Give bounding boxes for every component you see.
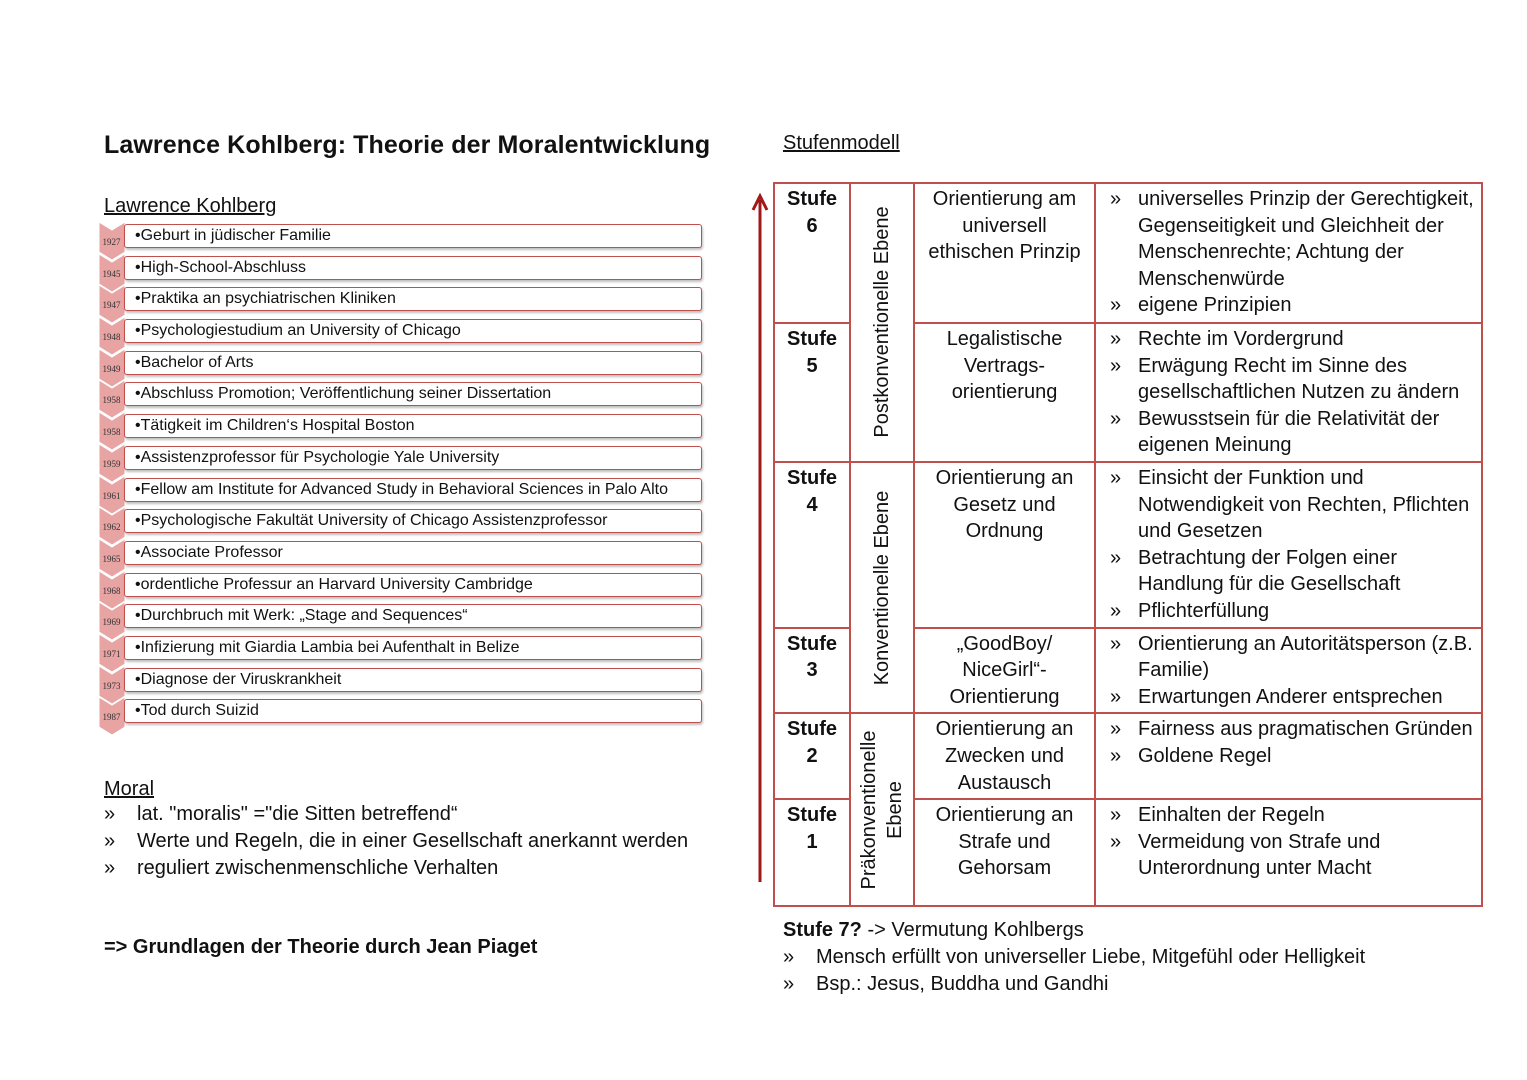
level-label-post: Postkonventionelle Ebene xyxy=(871,206,893,439)
timeline-entry xyxy=(99,254,703,286)
orientation-line: NiceGirl“- xyxy=(962,659,1047,682)
orientation-line: orientierung xyxy=(951,381,1058,404)
orientation-line: ethischen Prinzip xyxy=(928,241,1081,264)
level-label-konv: Konventionelle Ebene xyxy=(871,490,893,685)
timeline-year: 1958 xyxy=(102,395,121,406)
timeline-year: 1987 xyxy=(102,712,121,723)
timeline-entry xyxy=(99,602,703,634)
list-item xyxy=(1102,684,1475,711)
stage-number: 3 xyxy=(806,659,818,682)
stage-orientation xyxy=(914,799,1095,906)
level-konv xyxy=(850,462,914,713)
stage-number: 1 xyxy=(806,830,818,853)
stufe7-heading xyxy=(783,917,1365,944)
point-text: Bewusstsein für die Relativität der eigenen Meinung xyxy=(1138,407,1440,457)
stage-model-table xyxy=(773,182,1483,907)
bullet-marker: » xyxy=(1110,804,1122,827)
timeline-entry xyxy=(99,666,703,698)
timeline-year: 1948 xyxy=(102,332,121,343)
point-text: Goldene Regel xyxy=(1138,744,1272,767)
orientation-line: „GoodBoy/ xyxy=(956,632,1053,655)
stage-row-2 xyxy=(774,713,1482,799)
bullet-marker: » xyxy=(1110,744,1122,767)
bullet-marker: » xyxy=(1110,294,1122,317)
stage-word: Stufe xyxy=(787,188,837,210)
timeline-year: 1969 xyxy=(102,617,121,628)
conclusion-text: => Grundlagen der Theorie durch Jean Piaget xyxy=(104,936,538,958)
timeline-text: •Diagnose der Viruskrankheit xyxy=(124,668,702,692)
timeline-entry xyxy=(99,349,703,381)
bullet-marker: » xyxy=(783,973,795,995)
timeline-year: 1965 xyxy=(102,553,121,564)
bullet-marker: » xyxy=(1110,685,1122,708)
moral-item-text: lat. "moralis" ="die Sitten betreffend“ xyxy=(137,803,458,825)
orientation-line: Vertrags- xyxy=(963,354,1046,377)
timeline-text: •Assistenzprofessor für Psychologie Yale University xyxy=(124,446,702,470)
list-item xyxy=(1102,292,1475,319)
list-item xyxy=(1102,716,1475,743)
stage-word: Stufe xyxy=(787,328,837,350)
timeline-text: •Geburt in jüdischer Familie xyxy=(124,224,702,248)
orientation-line: Austausch xyxy=(957,771,1052,794)
timeline-text: •Tod durch Suizid xyxy=(124,699,702,723)
stufe7-heading-rest: -> Vermutung Kohlbergs xyxy=(861,919,1084,941)
timeline-entry xyxy=(99,697,703,729)
stage-word: Stufe xyxy=(787,632,837,655)
stage-description xyxy=(1095,713,1482,799)
model-heading: Stufenmodell xyxy=(783,132,900,154)
level-label-line: Ebene xyxy=(884,780,906,839)
timeline-year: 1947 xyxy=(102,300,121,311)
timeline-year: 1973 xyxy=(102,680,121,691)
stage-label xyxy=(774,713,850,799)
timeline-year: 1971 xyxy=(102,648,121,659)
list-item xyxy=(1102,465,1475,545)
stage-label xyxy=(774,628,850,714)
bullet-marker: » xyxy=(1110,466,1122,489)
stufe7-heading-bold: Stufe 7? xyxy=(783,919,862,941)
timeline-text: •Psychologische Fakultät University of Chicago Assistenzprofessor xyxy=(124,509,702,533)
bullet-marker: » xyxy=(104,857,116,879)
stage-word: Stufe xyxy=(787,466,837,489)
point-text: Einsicht der Funktion und Notwendigkeit von Rechten, Pflichten und Gesetzen xyxy=(1138,466,1470,543)
timeline-text: •Bachelor of Arts xyxy=(124,351,702,375)
stage-description xyxy=(1095,628,1482,714)
bullet-marker: » xyxy=(1110,354,1122,377)
stage-word: Stufe xyxy=(787,804,837,827)
timeline-year: 1961 xyxy=(102,490,121,501)
point-text: Pflichterfüllung xyxy=(1138,599,1270,622)
orientation-line: Legalistische xyxy=(946,328,1063,350)
timeline-text: •Psychologiestudium an University of Chicago xyxy=(124,319,702,343)
list-item xyxy=(1102,598,1475,625)
level-post xyxy=(850,183,914,462)
bullet-marker: » xyxy=(1110,328,1122,350)
orientation-line: Orientierung am xyxy=(932,188,1077,210)
orientation-line: Ordnung xyxy=(965,520,1044,543)
level-label-prae xyxy=(856,730,908,889)
timeline-entry xyxy=(99,285,703,317)
list-item xyxy=(1102,829,1475,882)
orientation-line: Gesetz und xyxy=(953,493,1056,516)
timeline-text: •Fellow am Institute for Advanced Study in Behavioral Sciences in Palo Alto xyxy=(124,478,702,502)
timeline-year: 1949 xyxy=(102,363,121,374)
stage-number: 5 xyxy=(806,354,818,377)
stage-label xyxy=(774,323,850,462)
up-arrow-icon xyxy=(750,192,770,882)
bullet-marker: » xyxy=(1110,407,1122,430)
stage-orientation xyxy=(914,713,1095,799)
moral-heading: Moral xyxy=(104,778,155,800)
stage-description xyxy=(1095,462,1482,628)
timeline-entry xyxy=(99,634,703,666)
orientation-line: Zwecken und xyxy=(945,744,1064,767)
biography-timeline xyxy=(99,222,703,729)
point-text: Fairness aus pragmatischen Gründen xyxy=(1138,718,1473,741)
list-item xyxy=(1102,743,1475,770)
stage-orientation xyxy=(914,183,1095,323)
point-text: Vermeidung von Strafe und Unterordnung unter Macht xyxy=(1138,830,1381,880)
list-item xyxy=(783,944,1365,971)
point-text: Orientierung an Autoritätsperson (z.B. Familie) xyxy=(1138,632,1473,682)
list-item xyxy=(104,828,688,855)
stage-row-4 xyxy=(774,462,1482,628)
bullet-marker: » xyxy=(1110,830,1122,853)
timeline-text: •High-School-Abschluss xyxy=(124,256,702,280)
timeline-text: •Infizierung mit Giardia Lambia bei Aufenthalt in Belize xyxy=(124,636,702,660)
timeline-text: •Abschluss Promotion; Veröffentlichung seiner Dissertation xyxy=(124,382,702,406)
orientation-line: Orientierung xyxy=(949,685,1060,708)
level-label-line: Präkonventionelle xyxy=(858,730,880,890)
timeline-entry xyxy=(99,444,703,476)
timeline-year: 1945 xyxy=(102,268,121,279)
bullet-marker: » xyxy=(1110,632,1122,655)
stage-orientation xyxy=(914,628,1095,714)
timeline-year: 1962 xyxy=(102,522,121,533)
timeline-entry xyxy=(99,476,703,508)
timeline-text: •Tätigkeit im Children‘s Hospital Boston xyxy=(124,414,702,438)
orientation-line: universell xyxy=(962,214,1047,237)
stage-orientation xyxy=(914,462,1095,628)
moral-item-text: Werte und Regeln, die in einer Gesellschaft anerkannt werden xyxy=(137,830,689,852)
point-text: Erwartungen Anderer entsprechen xyxy=(1138,685,1443,708)
stage-number: 4 xyxy=(806,493,818,516)
orientation-line: Orientierung an xyxy=(935,718,1074,741)
timeline-year: 1968 xyxy=(102,585,121,596)
orientation-line: Gehorsam xyxy=(957,857,1052,880)
orientation-line: Orientierung an xyxy=(935,804,1074,827)
timeline-text: •Praktika an psychiatrischen Kliniken xyxy=(124,287,702,311)
list-item xyxy=(1102,186,1475,292)
point-text: Erwägung Recht im Sinne des gesellschaftlichen Nutzen zu ändern xyxy=(1138,354,1460,404)
timeline-text: •Associate Professor xyxy=(124,541,702,565)
timeline-year: 1927 xyxy=(102,237,121,247)
timeline-entry xyxy=(99,571,703,603)
bullet-marker: » xyxy=(1110,546,1122,569)
stage-label xyxy=(774,462,850,628)
point-text: Einhalten der Regeln xyxy=(1138,804,1325,827)
stage-number: 2 xyxy=(806,744,818,767)
stufe7-section xyxy=(783,917,1365,998)
bullet-marker: » xyxy=(1110,188,1122,210)
list-item xyxy=(1102,326,1475,353)
list-item xyxy=(104,801,688,828)
timeline-entry xyxy=(99,412,703,444)
stufe7-item-text: Mensch erfüllt von universeller Liebe, Mitgefühl oder Helligkeit xyxy=(816,946,1366,968)
timeline-text: •ordentliche Professur an Harvard University Cambridge xyxy=(124,573,702,597)
bio-heading: Lawrence Kohlberg xyxy=(104,195,277,217)
timeline-year: 1959 xyxy=(102,458,121,469)
list-item xyxy=(1102,406,1475,459)
stage-row-6 xyxy=(774,183,1482,323)
orientation-line: Strafe und xyxy=(958,830,1051,853)
point-text: universelles Prinzip der Gerechtigkeit, Gegenseitigkeit und Gleichheit der Menschenrechte; Achtung der Menschenwürde xyxy=(1138,188,1474,290)
orientation-line: Orientierung an xyxy=(935,466,1074,489)
stufe7-item-text: Bsp.: Jesus, Buddha und Gandhi xyxy=(816,973,1109,995)
stage-orientation xyxy=(914,323,1095,462)
stage-description xyxy=(1095,323,1482,462)
list-item xyxy=(1102,353,1475,406)
bullet-marker: » xyxy=(104,830,116,852)
stage-label xyxy=(774,799,850,906)
bullet-marker: » xyxy=(1110,599,1122,622)
bullet-marker: » xyxy=(1110,718,1122,741)
level-prae xyxy=(850,713,914,906)
list-item xyxy=(1102,631,1475,684)
stage-word: Stufe xyxy=(787,718,837,741)
list-item xyxy=(1102,545,1475,598)
timeline-entry xyxy=(99,317,703,349)
moral-item-text: reguliert zwischenmenschliche Verhalten xyxy=(137,857,499,879)
point-text: Betrachtung der Folgen einer Handlung für die Gesellschaft xyxy=(1138,546,1401,596)
list-item xyxy=(783,971,1365,998)
bullet-marker: » xyxy=(104,803,116,825)
point-text: eigene Prinzipien xyxy=(1138,294,1292,317)
timeline-entry xyxy=(99,380,703,412)
stage-description xyxy=(1095,799,1482,906)
point-text: Rechte im Vordergrund xyxy=(1138,328,1344,350)
timeline-entry xyxy=(99,507,703,539)
page-title: Lawrence Kohlberg: Theorie der Moralentwicklung xyxy=(104,131,711,159)
stage-number: 6 xyxy=(806,214,818,237)
list-item xyxy=(1102,802,1475,829)
timeline-text: •Durchbruch mit Werk: „Stage and Sequences“ xyxy=(124,604,702,628)
timeline-entry xyxy=(99,539,703,571)
timeline-year: 1958 xyxy=(102,427,121,438)
timeline-entry xyxy=(99,222,703,254)
stage-description xyxy=(1095,183,1482,323)
stage-label xyxy=(774,183,850,323)
list-item xyxy=(104,855,688,882)
bullet-marker: » xyxy=(783,946,795,968)
moral-list xyxy=(104,801,688,882)
